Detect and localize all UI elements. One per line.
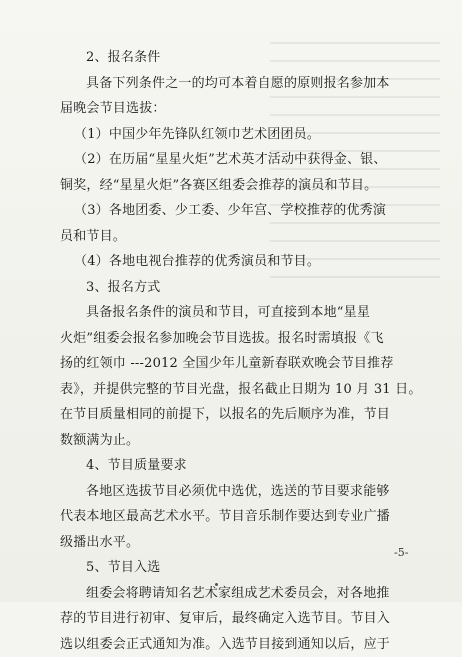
paragraph-line: 级播出水平。 <box>60 530 425 556</box>
section-heading-2: 2、报名条件 <box>60 45 425 71</box>
list-item-4: （4）各地电视台推荐的优秀演员和节目。 <box>60 249 425 275</box>
paragraph-line: 在节目质量相同的前提下，以报名的先后顺序为准，节目 <box>60 402 425 428</box>
list-item-2: （2）在历届“星星火炬”艺术英才活动中获得金、银、 <box>60 147 425 173</box>
paragraph-line: 组委会将聘请知名艺术家组成艺术委员会，对各地推 <box>60 581 425 607</box>
paragraph-line: 具备报名条件的演员和节目，可直接到本地“星星 <box>60 300 425 326</box>
section-heading-4: 4、节目质量要求 <box>60 453 425 479</box>
paragraph-line: 荐的节目进行初审、复审后，最终确定入选节目。节目入 <box>60 606 425 632</box>
paragraph-line: 届晚会节目选拔： <box>60 96 425 122</box>
paragraph-line: 表》，并提供完整的节目光盘，报名截止日期为 10 月 31 日。 <box>60 377 425 403</box>
paragraph-line: 员和节目。 <box>60 224 425 250</box>
paragraph-line: 各地区选拔节目必须优中选优，选送的节目要求能够 <box>60 479 425 505</box>
list-item-3: （3）各地团委、少工委、少年宫、学校推荐的优秀演 <box>60 198 425 224</box>
page-number: -5- <box>394 546 408 559</box>
paragraph-line: 选以组委会正式通知为准。入选节目接到通知以后，应于 <box>60 632 425 657</box>
paragraph-line: 火炬”组委会报名参加晚会节目选拔。报名时需填报《飞 <box>60 326 425 352</box>
paragraph-line: 扬的红领巾 ---2012 全国少年儿童新春联欢晚会节目推荐 <box>60 351 425 377</box>
section-heading-5: 5、节目入选 <box>60 555 425 581</box>
section-heading-3: 3、报名方式 <box>60 275 425 301</box>
document-body <box>60 45 425 657</box>
scan-mark <box>215 583 218 586</box>
paragraph-line: 铜奖，经“星星火炬”各赛区组委会推荐的演员和节目。 <box>60 173 425 199</box>
paragraph-line: 代表本地区最高艺术水平。节目音乐制作要达到专业广播 <box>60 504 425 530</box>
paragraph-line: 数额满为止。 <box>60 428 425 454</box>
list-item-1: （1）中国少年先锋队红领巾艺术团团员。 <box>60 122 425 148</box>
paragraph-line: 具备下列条件之一的均可本着自愿的原则报名参加本 <box>60 71 425 97</box>
